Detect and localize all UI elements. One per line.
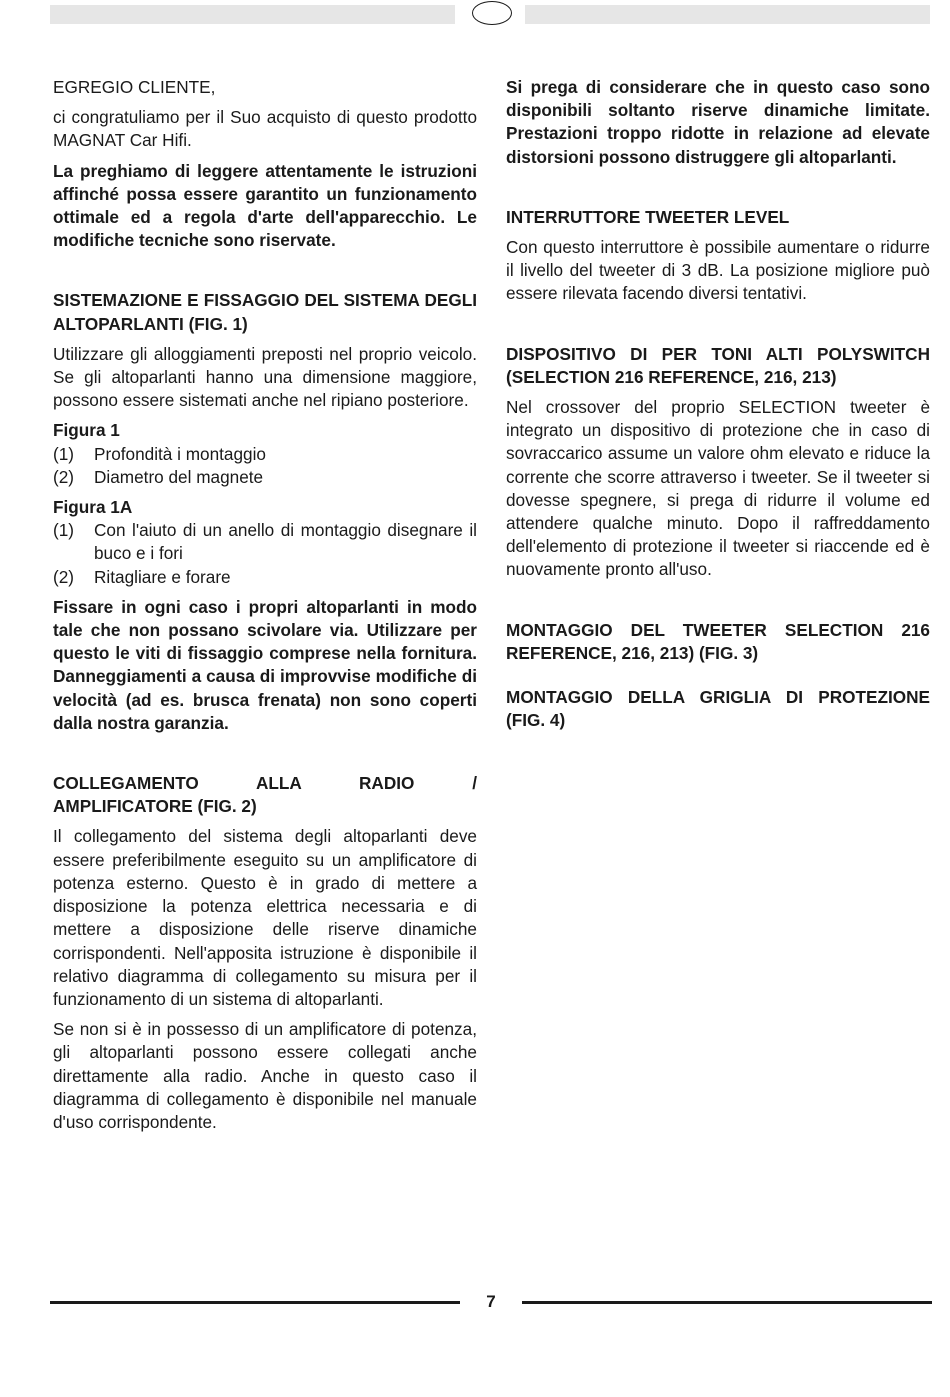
list-item: (1) Con l'aiuto di un anello di montaggio disegnare il buco e i fori bbox=[53, 520, 477, 564]
list-item: (2) Diametro del magnete bbox=[53, 466, 264, 487]
footer-rule-right bbox=[522, 1301, 932, 1304]
header-bar-right bbox=[525, 5, 930, 24]
notice-paragraph: La preghiamo di leggere attentamente le istruzioni affinché possa essere garantito un funzionamento ottimale ed a regola d'arte dell'apparecchio. Le modifiche tecniche sono riservate. bbox=[53, 160, 477, 251]
section-title-connection-line2: AMPLIFICATORE (FIG. 2) bbox=[53, 796, 257, 817]
figure-1a-list bbox=[53, 519, 477, 589]
list-item: (2) Ritagliare e forare bbox=[53, 566, 231, 587]
right-column bbox=[506, 76, 930, 739]
left-column bbox=[53, 76, 477, 1141]
footer-rule-left bbox=[50, 1301, 460, 1304]
header-bar-left bbox=[50, 5, 455, 24]
language-flag-icon bbox=[472, 1, 512, 25]
page-number: 7 bbox=[486, 1292, 496, 1311]
section-title-tweeter-level: INTERRUTTORE TWEETER LEVEL bbox=[506, 206, 790, 227]
section-title-installation: SISTEMAZIONE E FISSAGGIO DEL SISTEMA DEGLI ALTOPARLANTI (FIG. 1) bbox=[53, 290, 477, 334]
section-title-polyswitch: DISPOSITIVO DI PER TONI ALTI POLYSWITCH (SELECTION 216 REFERENCE, 216, 213) bbox=[506, 343, 930, 387]
figure-1a-title: Figura 1A bbox=[53, 497, 133, 518]
warning-paragraph: Fissare in ogni caso i propri altoparlanti in modo tale che non possano scivolare via. Utilizzare per questo le viti di fissaggio comprese nella fornitura. Danneggiamenti a causa di improvvise modifiche di velocità (ad es. brusca frenata) non sono coperti dalla nostra garanzia. bbox=[53, 596, 477, 733]
connection-paragraph-2: Se non si è in possesso di un amplificatore di potenza, gli altoparlanti possono essere collegati anche direttamente alla radio. Anche in questo caso il diagramma di collegamento è disponibile nel manuale d'uso corrispondente. bbox=[53, 1019, 477, 1132]
section-title-grille-mounting: MONTAGGIO DELLA GRIGLIA DI PROTEZIONE (FIG. 4) bbox=[506, 687, 930, 731]
caution-paragraph: Si prega di considerare che in questo caso sono disponibili soltanto riserve dinamiche limitate. Prestazioni troppo ridotte in relazione ad elevate distorsioni possono distruggere gli altoparlanti. bbox=[506, 77, 930, 167]
list-item: (1) Profondità i montaggio bbox=[53, 443, 266, 464]
polyswitch-paragraph: Nel crossover del proprio SELECTION tweeter è integrato un dispositivo di protezione che in caso di sovraccarico assume un valore ohm elevato e riduce la corrente che scorre attraverso i tweeter. Se il tweeter si dovesse spegnere, si prega di ridurre il volume ed attendere qualche minuto. Dopo il raffreddamento dell'elemento di protezione il tweeter si riaccende ed è nuovamente pronto all'uso. bbox=[506, 397, 930, 580]
section-title-tweeter-mounting: MONTAGGIO DEL TWEETER SELECTION 216 REFERENCE, 216, 213) (FIG. 3) bbox=[506, 619, 930, 663]
installation-paragraph: Utilizzare gli alloggiamenti preposti nel proprio veicolo. Se gli altoparlanti hanno una dimensione maggiore, possono essere sistemati anche nel ripiano posteriore. bbox=[53, 343, 477, 411]
greeting: EGREGIO CLIENTE, bbox=[53, 77, 216, 97]
section-title-connection: COLLEGAMENTO ALLA RADIO / bbox=[53, 773, 477, 794]
tweeter-level-paragraph: Con questo interruttore è possibile aumentare o ridurre il livello del tweeter di 3 dB. La posizione migliore può essere rilevata facendo diversi tentativi. bbox=[506, 237, 930, 304]
figure-1-list bbox=[53, 443, 477, 489]
connection-paragraph-1: Il collegamento del sistema degli altoparlanti deve essere preferibilmente eseguito su un amplificatore di potenza esterno. Questo è in grado di mettere a disposizione la potenza elettrica necessaria e di mettere a disposizione delle riserve dinamiche corrispondenti. Nell'apposita istruzione è disponibile il relativo diagramma di collegamento su misura per il funzionamento di un sistema di altoparlanti. bbox=[53, 826, 477, 1009]
figure-1-title: Figura 1 bbox=[53, 420, 120, 441]
intro-paragraph: ci congratuliamo per il Suo acquisto di questo prodotto MAGNAT Car Hifi. bbox=[53, 107, 477, 151]
